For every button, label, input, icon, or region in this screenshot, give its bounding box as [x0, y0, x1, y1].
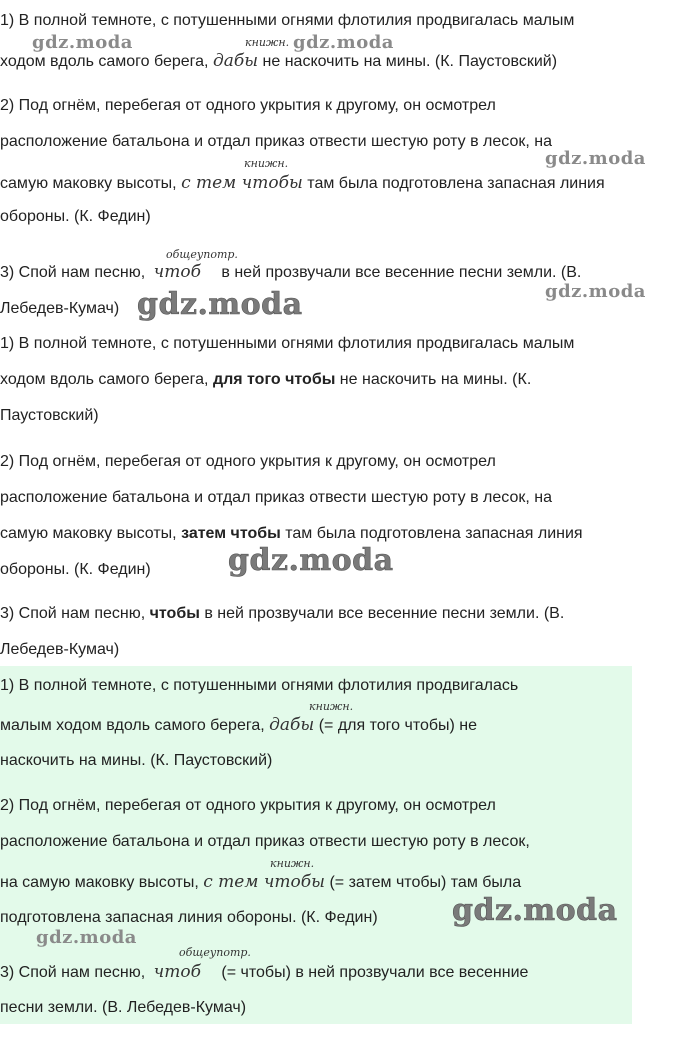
answer-s1-line2: малым ходом вдоль самого берега, дабы (= для того чтобы) не	[0, 715, 478, 735]
replaced-s3-line2: Лебедев-Кумач)	[0, 641, 120, 658]
watermark: gdz.moda	[545, 281, 646, 302]
watermark: gdz.moda	[545, 148, 646, 169]
replaced-s2-line4: обороны. (К. Федин)	[0, 561, 151, 578]
answer-s3-line1: 3) Спой нам песню, чтоб (= чтобы) в ней прозвучали все весенние	[0, 962, 529, 982]
replaced-s1-line1: 1) В полной темноте, с потушенными огнями флотилия продвигалась малым	[0, 335, 575, 352]
answer-s1-line1: 1) В полной темноте, с потушенными огнями флотилия продвигалась	[0, 677, 519, 694]
original-s2-line3: самую маковку высоты, с тем чтобы там была подготовлена запасная линия	[0, 173, 605, 193]
style-mark-bookish: книжн.	[244, 157, 289, 170]
conjunction: с тем чтобы	[203, 872, 326, 892]
answer-s1-line3: наскочить на мины. (К. Паустовский)	[0, 752, 273, 769]
watermark: gdz.moda	[32, 32, 133, 53]
conjunction: дабы	[212, 51, 259, 71]
replaced-s2-line3: самую маковку высоты, затем чтобы там была подготовлена запасная линия	[0, 525, 583, 542]
replaced-s3-line1: 3) Спой нам песню, чтобы в ней прозвучали все весенние песни земли. (В.	[0, 605, 565, 622]
replaced-s1-line2: ходом вдоль самого берега, для того чтобы не наскочить на мины. (К.	[0, 371, 532, 388]
answer-s2-line1: 2) Под огнём, перебегая от одного укрытия к другому, он осмотрел	[0, 797, 496, 814]
style-mark-bookish: книжн.	[309, 700, 354, 713]
answer-s3-line2: песни земли. (В. Лебедев-Кумач)	[0, 999, 247, 1016]
style-mark-bookish: книжн.	[270, 857, 315, 870]
style-mark-common: общеупотр.	[179, 946, 251, 959]
replaced-s2-line1: 2) Под огнём, перебегая от одного укрытия к другому, он осмотрел	[0, 453, 496, 470]
original-s1-line1: 1) В полной темноте, с потушенными огнями флотилия продвигалась малым	[0, 12, 575, 29]
original-s2-line1: 2) Под огнём, перебегая от одного укрытия к другому, он осмотрел	[0, 97, 496, 114]
conjunction: чтобы	[149, 605, 200, 622]
answer-s2-line3: на самую маковку высоты, с тем чтобы (= затем чтобы) там была	[0, 872, 522, 892]
original-s3-line2: Лебедев-Кумач)	[0, 300, 120, 317]
watermark: gdz.moda	[452, 893, 618, 928]
watermark: gdz.moda	[293, 32, 394, 53]
watermark: gdz.moda	[36, 927, 137, 948]
original-s1-line2: ходом вдоль самого берега, дабы не наскочить на мины. (К. Паустовский)	[0, 51, 558, 71]
watermark: gdz.moda	[228, 543, 394, 578]
replaced-s2-line2: расположение батальона и отдал приказ отвести шестую роту в лесок, на	[0, 489, 552, 506]
conjunction: затем чтобы	[181, 525, 281, 542]
conjunction: чтоб	[153, 262, 201, 282]
conjunction: для того чтобы	[212, 371, 336, 388]
watermark: gdz.moda	[137, 287, 303, 322]
style-mark-common: общеупотр.	[166, 248, 238, 261]
conjunction: дабы	[269, 715, 315, 735]
original-s2-line4: обороны. (К. Федин)	[0, 208, 151, 225]
style-mark-bookish: книжн.	[245, 36, 290, 49]
conjunction: чтоб	[153, 962, 201, 982]
conjunction: с тем чтобы	[181, 173, 303, 193]
answer-s2-line2: расположение батальона и отдал приказ отвести шестую роту в лесок,	[0, 833, 530, 850]
original-s3-line1: 3) Спой нам песню, чтоб в ней прозвучали все весенние песни земли. (В.	[0, 262, 582, 282]
original-s2-line2: расположение батальона и отдал приказ отвести шестую роту в лесок, на	[0, 133, 552, 150]
answer-s2-line4: подготовлена запасная линия обороны. (К. Федин)	[0, 909, 378, 926]
replaced-s1-line3: Паустовский)	[0, 407, 99, 424]
